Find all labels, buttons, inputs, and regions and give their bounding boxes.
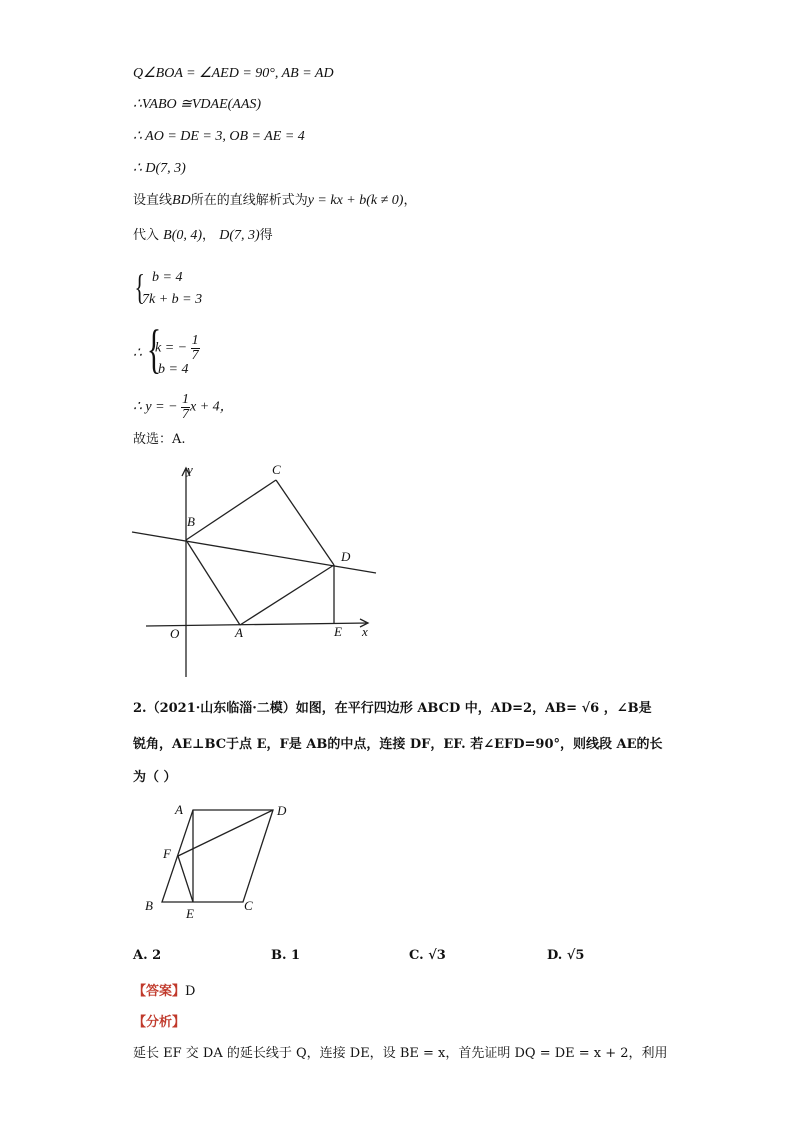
label-a: A [175,802,183,817]
text-fragment: k = − [155,340,188,356]
option-value: 1 [291,948,301,963]
proof-line-2: ∴VABO ≅VDAE(AAS) [133,97,262,112]
brace-symbol: { [134,267,145,307]
option-d[interactable] [547,948,584,963]
label-b: B [187,514,195,529]
analysis-text: 延长 EF 交 DA 的延长线于 Q，连接 DE，设 BE = x，首先证明 DQ = DE = x + 2，利用 [133,1046,668,1061]
option-c[interactable] [409,948,446,963]
label-c: C [272,462,281,477]
proof-line-4: ∴ D(7, 3) [133,161,186,176]
text-fragment: 所在的直线解析式为 [190,193,308,208]
analysis-tag: 【分析】 [133,1015,186,1030]
system1-eq1: b = 4 [152,270,183,285]
choice-line: 故选：A. [133,432,186,447]
option-value: √3 [428,948,446,963]
option-a[interactable] [133,948,161,963]
label-c: C [244,898,253,913]
label-d: D [277,803,287,818]
option-b[interactable] [271,948,300,963]
label-x: x [362,624,368,639]
answer-line [133,984,195,1000]
text-fragment: ∴ y = − [133,399,178,415]
fraction-numerator: 1 [182,392,190,407]
proof-line-3: ∴ AO = DE = 3, OB = AE = 4 [133,129,305,144]
option-value: √5 [566,948,585,963]
text-fragment: x + 4， [190,399,234,415]
label-f: F [163,846,171,861]
text-fragment: 设直线 [133,193,173,208]
substitution-statement [133,228,273,244]
answer-tag: 【答案】 [133,984,186,999]
segment-fe [178,856,193,902]
line-bd [132,532,376,573]
math-equation: y = kx + b(k ≠ 0) [307,193,404,208]
label-e: E [334,624,342,639]
fraction [191,334,200,363]
result-line [133,393,234,422]
text-fragment: 得 [259,228,273,243]
fraction-denominator: 7 [191,348,199,363]
line-equation-statement [133,193,416,209]
label-e: E [186,906,194,921]
point-b: B(0, 4) [163,228,203,243]
label-y: y [187,462,193,477]
system2-k [155,334,200,363]
proof-line-1: Q∠BOA = ∠AED = 90°, AB = AD [133,66,334,81]
coordinate-figure [130,460,390,680]
label-d: D [341,549,351,564]
fraction-numerator: 1 [191,333,199,348]
question2-line-2: 锐角，AE⊥BC于点 E，F是 AB的中点，连接 DF，EF. 若∠EFD=90°，则线段 AE的长 [133,737,663,752]
brace-symbol: { [146,319,162,379]
text-fragment: 代入 [133,228,160,243]
answer-value: D [185,984,196,999]
text-fragment: ， [403,193,417,208]
therefore-symbol: ∴ [133,346,142,361]
fraction [181,393,190,422]
analysis-heading [133,1015,185,1031]
segment-bc [186,480,276,540]
parallelogram-figure [140,800,310,935]
question2-line-1: 2.（2021·山东临淄·二模）如图，在平行四边形 ABCD 中，AD=2，AB= √6 ，∠B是 [133,701,652,716]
question2-line-3: 为（ ） [133,770,177,785]
segment-fd [178,810,273,856]
segment-cd [276,480,334,565]
fraction-denominator: 7 [182,407,190,422]
option-label: D. [547,948,563,963]
label-a: A [235,625,243,640]
system2-b: b = 4 [158,362,189,377]
label-b: B [145,898,153,913]
segment-ba [186,540,240,625]
option-label: C. [409,948,424,963]
text-fragment: ， [202,228,216,243]
point-d: D(7, 3) [219,228,260,243]
option-value: 2 [152,948,162,963]
label-o: O [170,626,180,641]
math-var: BD [172,193,191,208]
option-label: A. [133,948,148,963]
option-label: B. [271,948,287,963]
segment-ad [240,565,334,625]
system1-eq2: 7k + b = 3 [142,292,203,307]
